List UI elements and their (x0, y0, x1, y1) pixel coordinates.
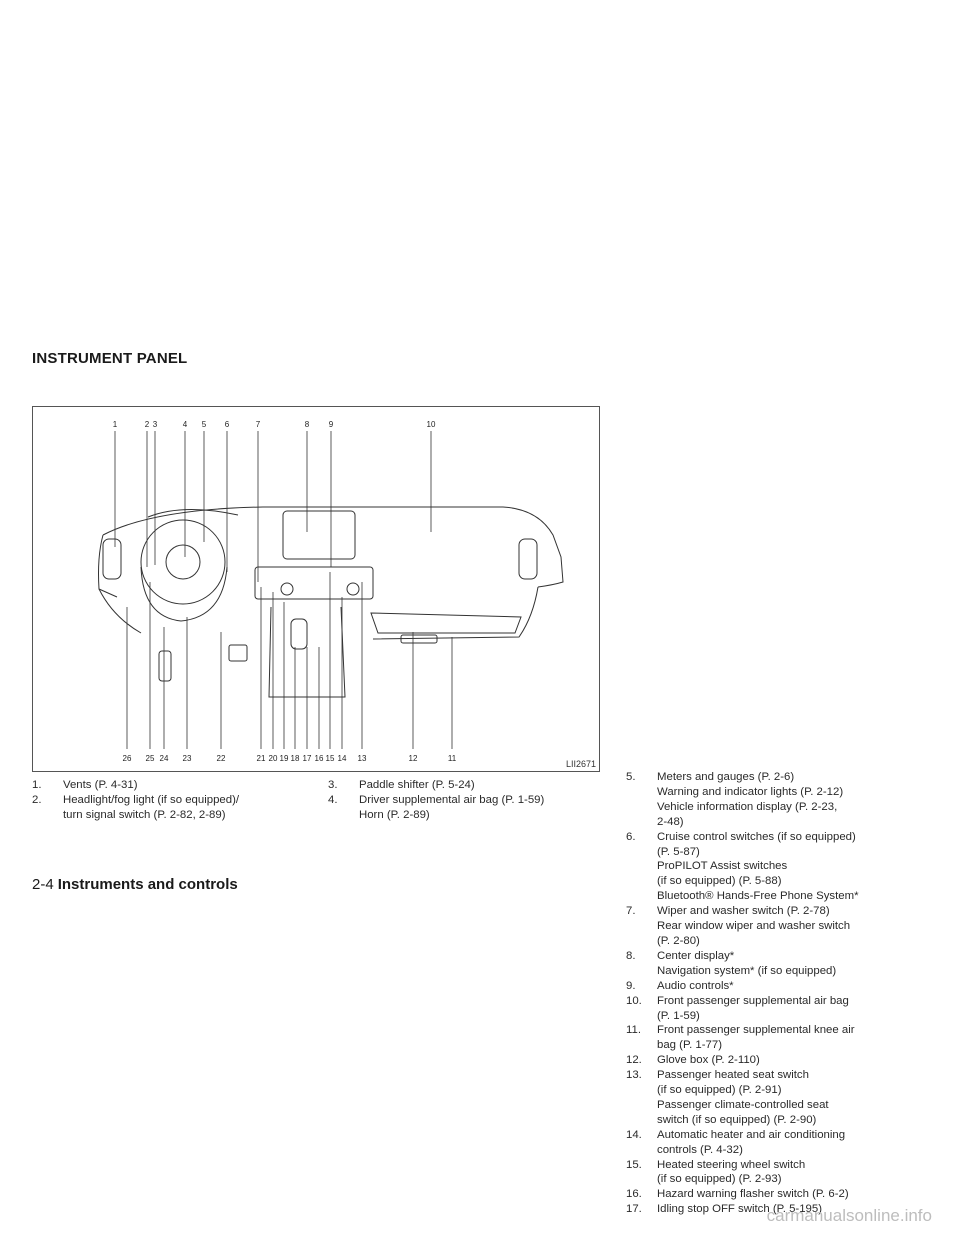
right-vent-shape (519, 539, 537, 579)
list-item (626, 1023, 926, 1053)
callout-leaders (115, 431, 452, 749)
list-item (626, 994, 926, 1024)
item-text: Idling stop OFF switch (P. 5-195) (657, 1203, 823, 1216)
item-text: (if so equipped) (P. 2-93) (657, 1173, 782, 1186)
list-item (626, 1053, 926, 1068)
item-text: (P. 1-59) (657, 1009, 700, 1022)
callout-number: 17 (302, 754, 312, 763)
list-item (626, 770, 926, 830)
callout-number: 2 (144, 420, 150, 429)
callout-number: 24 (159, 754, 169, 763)
item-text: Meters and gauges (P. 2-6) (657, 771, 795, 783)
item-text: Rear window wiper and washer switch (657, 920, 851, 933)
instrument-panel-illustration (33, 407, 599, 771)
list-item (32, 778, 312, 793)
callout-number: 22 (216, 754, 226, 763)
callout-number: 18 (290, 754, 300, 763)
page-footer (32, 876, 238, 893)
item-text: (if so equipped) (P. 2-91) (657, 1084, 782, 1097)
item-text: (if so equipped) (P. 5-88) (657, 875, 782, 888)
item-text: ProPILOT Assist switches (657, 860, 788, 873)
item-number: 1. (32, 779, 42, 791)
item-text: 2-48) (657, 815, 684, 828)
item-text: Bluetooth® Hands-Free Phone System* (657, 890, 859, 903)
item-text: Headlight/fog light (if so equipped)/ (63, 793, 240, 806)
callout-number: 4 (182, 420, 188, 429)
callout-number: 13 (357, 754, 367, 763)
item-number: 16. (626, 1188, 642, 1201)
item-text: Horn (P. 2-89) (359, 808, 430, 821)
callout-number: 16 (314, 754, 324, 763)
left-vent-shape (103, 539, 121, 579)
item-text: turn signal switch (P. 2-82, 2-89) (63, 808, 226, 821)
item-list-middle (328, 778, 588, 823)
list-item (328, 778, 588, 793)
callout-number: 8 (304, 420, 310, 429)
list-item (626, 904, 926, 949)
chapter-title: Instruments and controls (57, 876, 238, 893)
item-number: 2. (32, 793, 42, 806)
list-item (626, 949, 926, 979)
item-text: Cruise control switches (if so equipped) (657, 830, 856, 843)
steering-wheel-shape (141, 520, 225, 604)
watermark: carmanualsonline.info (766, 1206, 932, 1225)
callout-number: 15 (325, 754, 335, 763)
item-text: Passenger heated seat switch (657, 1069, 809, 1082)
figure-code: LII2671 (565, 759, 596, 769)
item-text: bag (P. 1-77) (657, 1039, 723, 1052)
callout-number: 21 (256, 754, 266, 763)
item-text: Automatic heater and air conditioning (657, 1128, 846, 1141)
callout-number: 1 (112, 420, 118, 429)
item-text: Navigation system* (if so equipped) (657, 964, 837, 977)
item-number: 6. (626, 830, 636, 843)
item-number: 4. (328, 793, 338, 806)
callout-number: 19 (279, 754, 289, 763)
glove-box-shape (371, 613, 521, 633)
item-number: 13. (626, 1069, 642, 1082)
item-text: Wiper and washer switch (P. 2-78) (657, 905, 830, 918)
list-item (626, 830, 926, 905)
item-number: 8. (626, 949, 636, 962)
item-text: switch (if so equipped) (P. 2-90) (657, 1113, 817, 1126)
list-item (32, 793, 312, 823)
item-text: Warning and indicator lights (P. 2-12) (657, 785, 844, 798)
callout-number: 12 (408, 754, 418, 763)
callout-number: 6 (224, 420, 230, 429)
callout-number: 14 (337, 754, 347, 763)
callout-number: 3 (152, 420, 158, 429)
callout-number: 11 (447, 754, 457, 763)
item-text: Hazard warning flasher switch (P. 6-2) (657, 1188, 849, 1201)
item-text: controls (P. 4-32) (657, 1143, 743, 1156)
section-title: INSTRUMENT PANEL (32, 350, 188, 367)
list-item (626, 979, 926, 994)
callout-number: 26 (122, 754, 132, 763)
item-list-right (626, 770, 926, 1217)
callout-number: 10 (426, 420, 436, 429)
item-text: Center display* (657, 949, 735, 962)
item-number: 5. (626, 771, 636, 783)
item-number: 14. (626, 1128, 642, 1141)
item-number: 7. (626, 905, 636, 918)
list-item (626, 1158, 926, 1188)
item-text: Passenger climate-controlled seat (657, 1098, 829, 1111)
list-item (626, 1128, 926, 1158)
item-text: Front passenger supplemental air bag (657, 994, 849, 1007)
item-text: Audio controls* (657, 979, 734, 992)
item-number: 11. (626, 1024, 641, 1037)
instrument-panel-figure (32, 406, 600, 772)
item-number: 12. (626, 1054, 642, 1067)
callout-number: 23 (182, 754, 192, 763)
callouts-bottom (123, 754, 457, 763)
item-number: 17. (626, 1203, 642, 1216)
item-number: 9. (626, 979, 636, 992)
item-text: Heated steering wheel switch (657, 1158, 806, 1171)
list-item (328, 793, 588, 823)
item-text: Paddle shifter (P. 5-24) (359, 779, 475, 791)
item-text: Vehicle information display (P. 2-23, (657, 800, 838, 813)
callout-number: 25 (145, 754, 155, 763)
callout-number: 7 (255, 420, 261, 429)
list-item (626, 1068, 926, 1128)
callouts-top (113, 420, 436, 429)
callout-number: 20 (268, 754, 278, 763)
item-text: (P. 5-87) (657, 845, 700, 858)
item-list-left (32, 778, 312, 823)
item-text: Glove box (P. 2-110) (657, 1054, 760, 1067)
item-text: Driver supplemental air bag (P. 1-59) (359, 793, 545, 806)
item-number: 10. (626, 994, 642, 1007)
item-text: (P. 2-80) (657, 934, 700, 947)
item-text: Front passenger supplemental knee air (657, 1024, 855, 1037)
item-number: 15. (626, 1158, 642, 1171)
page-number: 2-4 (32, 876, 54, 893)
callout-number: 5 (201, 420, 207, 429)
center-display-shape (283, 511, 355, 559)
list-item (626, 1187, 926, 1202)
callout-number: 9 (328, 420, 334, 429)
item-number: 3. (328, 779, 338, 791)
item-text: Vents (P. 4-31) (63, 779, 138, 791)
